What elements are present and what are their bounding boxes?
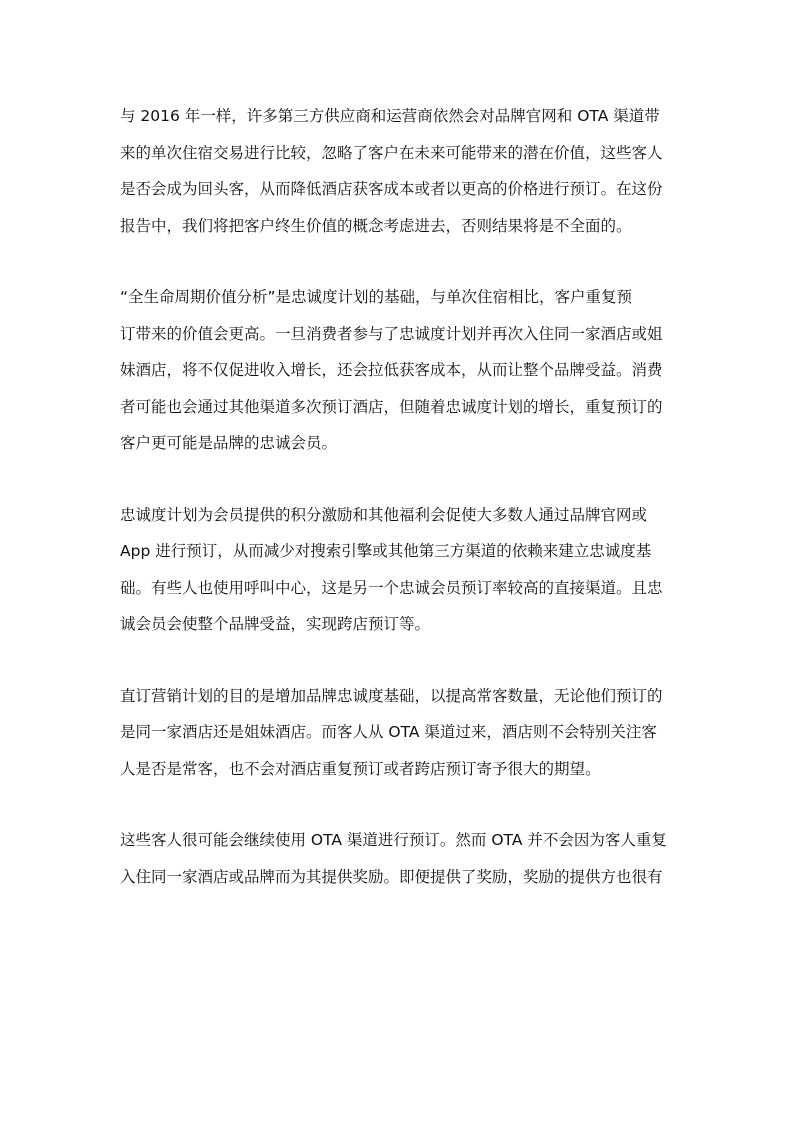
text-line: 客户更可能是品牌的忠诚会员。	[120, 434, 338, 452]
text-line: 人是否是常客，也不会对酒店重复预订或者跨店预订寄予很大的期望。	[120, 759, 601, 778]
paragraph-5	[120, 822, 680, 895]
text-line: 是否会成为回头客，从而降低酒店获客成本或者以更高的价格进行预订。在这份	[120, 180, 663, 198]
text-line: 来的单次住宿交易进行比较，忽略了客户在未来可能带来的潜在价值，这些客人	[120, 143, 663, 162]
text-line: 者可能也会通过其他渠道多次预订酒店，但随着忠诚度计划的增长，重复预订的	[120, 397, 663, 416]
text-line: 础。有些人也使用呼叫中心，这是另一个忠诚会员预订率较高的直接渠道。且忠	[120, 578, 663, 597]
paragraph-4	[120, 678, 680, 788]
text-line: 报告中，我们将把客户终生价值的概念考虑进去，否则结果将是不全面的。	[120, 216, 632, 235]
text-line: 妹酒店，将不仅促进收入增长，还会拉低获客成本，从而让整个品牌受益。消费	[120, 361, 663, 379]
text-line: 诚会员会使整个品牌受益，实现跨店预订等。	[120, 615, 431, 633]
paragraph-3	[120, 497, 680, 643]
paragraph-1	[120, 98, 680, 244]
text-line: 忠诚度计划为会员提供的积分激励和其他福利会促使大多数人通过品牌官网或	[120, 505, 648, 524]
text-line: 这些客人很可能会继续使用 OTA 渠道进行预订。然而 OTA 并不会因为客人重复	[120, 831, 667, 849]
paragraph-2	[120, 279, 680, 462]
document-body	[120, 98, 680, 930]
text-line: App 进行预订，从而减少对搜索引擎或其他第三方渠道的依赖来建立忠诚度基	[120, 542, 652, 560]
text-line: 是同一家酒店还是姐妹酒店。而客人从 OTA 渠道过来，酒店则不会特别关注客	[120, 723, 657, 741]
text-line: 订带来的价值会更高。一旦消费者参与了忠诚度计划并再次入住同一家酒店或姐	[120, 324, 663, 343]
text-line: 直订营销计划的目的是增加品牌忠诚度基础，以提高常客数量，无论他们预订的	[120, 686, 663, 705]
text-line: “全生命周期价值分析”是忠诚度计划的基础，与单次住宿相比，客户重复预	[120, 288, 633, 306]
text-line: 入住同一家酒店或品牌而为其提供奖励。即便提供了奖励，奖励的提供方也很有	[120, 867, 663, 886]
text-line: 与 2016 年一样，许多第三方供应商和运营商依然会对品牌官网和 OTA 渠道带	[120, 107, 660, 125]
